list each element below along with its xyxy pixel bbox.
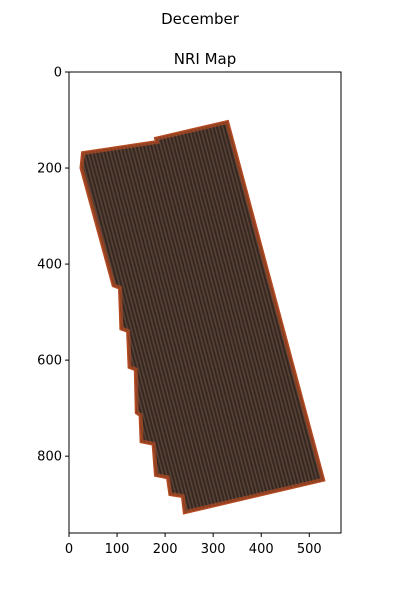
crop-row: [0, 61, 86, 600]
crop-row: [0, 57, 104, 600]
crop-row: [0, 59, 97, 600]
y-tick-label: 800: [37, 449, 62, 465]
crop-row-highlight: [0, 48, 137, 600]
crop-row: [0, 66, 69, 600]
crop-row-highlight: [0, 52, 123, 600]
crop-row: [0, 50, 128, 600]
crop-row-highlight: [0, 54, 116, 600]
crop-row: [0, 56, 107, 600]
chart-title: NRI Map: [173, 50, 237, 68]
x-tick-label: 200: [152, 542, 178, 557]
crop-row: [0, 54, 114, 600]
crop-row-highlight: [0, 56, 106, 600]
crop-row: [0, 64, 76, 600]
crop-row-highlight: [0, 58, 99, 600]
crop-row-highlight: [326, 0, 400, 535]
crop-row-highlight: [0, 57, 102, 600]
crop-row: [324, 0, 400, 536]
crop-row-highlight: [0, 54, 112, 600]
crop-row: [0, 49, 132, 600]
crop-row: [0, 63, 79, 600]
crop-row-highlight: [0, 65, 74, 600]
crop-row-highlight: [308, 0, 400, 540]
crop-row: [314, 0, 400, 539]
crop-row-highlight: [0, 50, 130, 600]
crop-row-highlight: [0, 66, 74, 600]
crop-row: [0, 52, 121, 600]
crop-row-highlight: [319, 0, 400, 537]
crop-row: [0, 55, 111, 600]
crop-row: [0, 48, 135, 600]
crop-row: [328, 0, 400, 535]
crop-row: [310, 0, 400, 539]
crop-row: [321, 0, 400, 537]
crop-row-highlight: [312, 0, 400, 539]
crop-row-highlight: [0, 53, 119, 600]
y-tick-label: 200: [37, 161, 62, 177]
y-tick-label: 600: [37, 353, 62, 369]
crop-row-highlight: [329, 0, 400, 534]
y-tick-label: 400: [37, 257, 62, 273]
crop-row: [0, 58, 100, 600]
crop-row-highlight: [0, 55, 109, 600]
crop-row-highlight: [315, 0, 400, 538]
crop-row: [0, 60, 93, 600]
crop-row: [0, 61, 90, 600]
crop-row: [0, 51, 125, 600]
crop-row-highlight: [0, 62, 85, 600]
crop-row: [0, 62, 83, 600]
x-tick-label: 0: [64, 542, 74, 557]
crop-row-highlight: [0, 49, 133, 600]
crop-row: [0, 65, 72, 600]
crop-row-highlight: [0, 60, 92, 600]
x-tick-label: 400: [248, 542, 274, 557]
crop-row-highlight: [0, 61, 88, 600]
figure-suptitle: December: [161, 10, 239, 28]
x-tick-label: 500: [296, 542, 322, 557]
crop-row-highlight: [0, 51, 126, 600]
x-tick-label: 300: [200, 542, 226, 557]
crop-row-highlight: [322, 0, 400, 536]
y-axis: [37, 66, 69, 465]
y-tick-label: 0: [53, 65, 62, 81]
crop-row-highlight: [0, 59, 95, 600]
crop-row-highlight: [0, 64, 78, 600]
crop-row: [317, 0, 400, 538]
crop-row: [307, 0, 400, 540]
x-axis: [65, 533, 322, 557]
x-tick-label: 100: [104, 542, 130, 557]
crop-row-highlight: [333, 0, 400, 533]
crop-row: [0, 53, 118, 600]
